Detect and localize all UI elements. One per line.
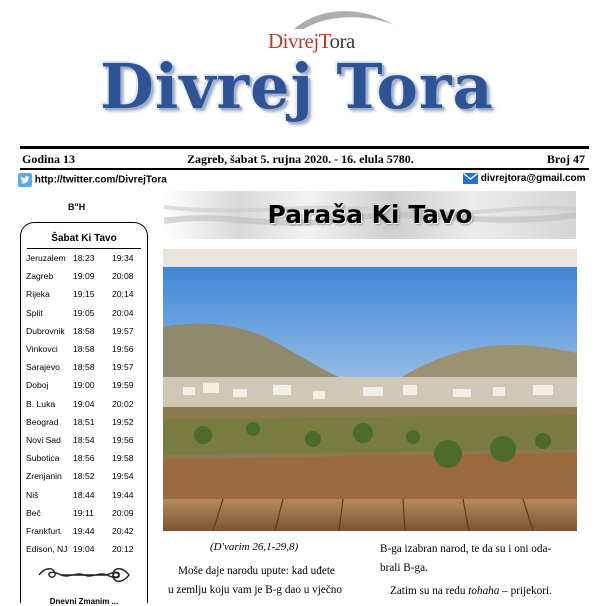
times-footer: Dnevni Zmanim ... [49,597,119,606]
email-address[interactable]: divrejtora@gmail.com [480,173,586,185]
email-link[interactable] [463,173,586,184]
times-cell-city: Zagreb [26,271,54,282]
times-row [26,453,142,467]
shabbat-times-box [20,222,148,606]
times-row [26,544,142,558]
times-cell-out: 19:34 [112,253,134,263]
times-cell-city: Beograd [26,416,59,427]
times-title: Šabat Ki Tavo [51,233,117,244]
times-row [26,308,142,322]
times-cell-in: 18:58 [73,344,95,354]
times-row [26,417,142,431]
times-row [26,508,142,522]
times-cell-city: B. Luka [26,398,56,409]
times-cell-in: 19:15 [73,289,95,300]
times-cell-city: Beč [26,507,41,518]
info-bar [20,152,589,168]
times-cell-city: Edison, NJ [26,544,68,555]
times-cell-out: 20:04 [112,307,134,318]
times-cell-city: Rijeka [26,289,50,300]
small-logo-letter: T [318,29,330,53]
times-cell-out: 19:56 [112,344,134,354]
ornament-divider-icon [35,565,133,585]
twitter-link[interactable] [18,173,167,189]
times-cell-in: 18:51 [73,416,95,427]
article-right-line3 [380,582,576,601]
times-cell-in: 19:05 [73,307,95,318]
times-row [26,435,142,449]
times-cell-in: 19:11 [73,507,94,518]
times-cell-city: Doboj [26,380,49,391]
times-cell-in: 18:56 [73,453,95,464]
times-row [26,380,142,394]
masthead-rule-top [20,146,589,149]
times-cell-city: Niš [26,489,39,500]
article-left-line2: u zemlju koju vam je B-g dao u vječno [168,584,342,596]
times-row [26,344,142,358]
twitter-url[interactable]: http://twitter.com/DivrejTora [34,174,167,186]
times-cell-out: 20:42 [112,526,134,536]
times-cell-out: 20:12 [112,544,134,555]
article-text-fragment: – prijekori. [499,585,552,597]
article-right-line1: B-ga izabran narod, te da su i oni oda- [380,543,552,555]
times-cell-city: Vinkovci [26,344,58,354]
times-cell-city: Zrenjanin [26,471,62,482]
article-left-line1: Moše daje narodu upute: kad uđete [178,565,335,577]
times-cell-in: 19:00 [73,380,95,391]
times-cell-out: 20:09 [112,507,134,518]
times-cell-in: 19:04 [73,398,95,409]
times-cell-in: 19:09 [73,271,95,282]
times-cell-city: Subotica [26,453,60,464]
parasha-banner [164,191,576,239]
article-text-fragment: Zatim su na redu [390,585,469,597]
times-title-rule [27,248,141,249]
times-cell-city: Sarajevo [26,362,60,373]
times-row [26,271,142,285]
logo-swirl-icon [290,7,400,33]
times-cell-in: 18:54 [73,435,95,445]
issue-date: Zagreb, šabat 5. rujna 2020. - 16. elula 5780. [187,152,414,166]
times-cell-out: 19:54 [112,471,134,482]
times-cell-out: 19:44 [112,489,134,500]
article-term-tohaha: tohaha [468,585,500,597]
times-cell-out: 19:52 [112,416,134,427]
times-cell-out: 20:08 [112,271,134,282]
times-cell-in: 18:58 [73,325,95,336]
times-cell-out: 19:56 [112,435,134,445]
masthead-title: Divrej Tora [100,50,494,123]
times-row [26,399,142,413]
times-cell-out: 20:02 [112,398,134,409]
twitter-icon [18,173,32,187]
small-logo-word2: ora [329,29,355,53]
verse-reference: (D'varim 26,1-29,8) [210,541,299,553]
times-cell-city: Dubrovnik [26,325,65,336]
issue-year: Godina 13 [22,152,76,166]
times-row [26,326,142,340]
times-row [26,526,142,540]
times-cell-out: 19:59 [112,380,134,391]
times-cell-in: 18:52 [73,471,95,482]
landscape-photo [163,249,577,531]
times-row [26,253,142,267]
times-cell-out: 19:57 [112,362,134,373]
bh-mark: B"H [68,202,86,212]
times-cell-city: Split [26,307,43,318]
times-cell-city: Frankfurt [26,526,61,536]
times-row [26,471,142,485]
times-row [26,362,142,376]
times-cell-in: 18:58 [73,362,95,373]
times-cell-out: 19:57 [112,325,134,336]
times-cell-in: 18:44 [73,489,95,500]
masthead-rule-bottom [20,168,589,170]
times-cell-in: 18:23 [73,253,95,263]
times-row [26,289,142,303]
issue-number: Broj 47 [546,152,585,166]
parasha-title: Paraša Ki Tavo [267,200,473,229]
small-logo-word1: Divrej [268,29,319,53]
article-right-line2: brali B-ga. [380,562,428,574]
times-cell-city: Jeruzalem [26,253,66,263]
times-cell-city: Novi Sad [26,435,61,445]
times-cell-in: 19:44 [73,526,95,536]
times-row [26,490,142,504]
times-cell-in: 19:04 [73,544,95,555]
times-cell-out: 19:58 [112,453,134,464]
times-cell-out: 20:14 [112,289,134,300]
mail-icon [463,173,478,184]
